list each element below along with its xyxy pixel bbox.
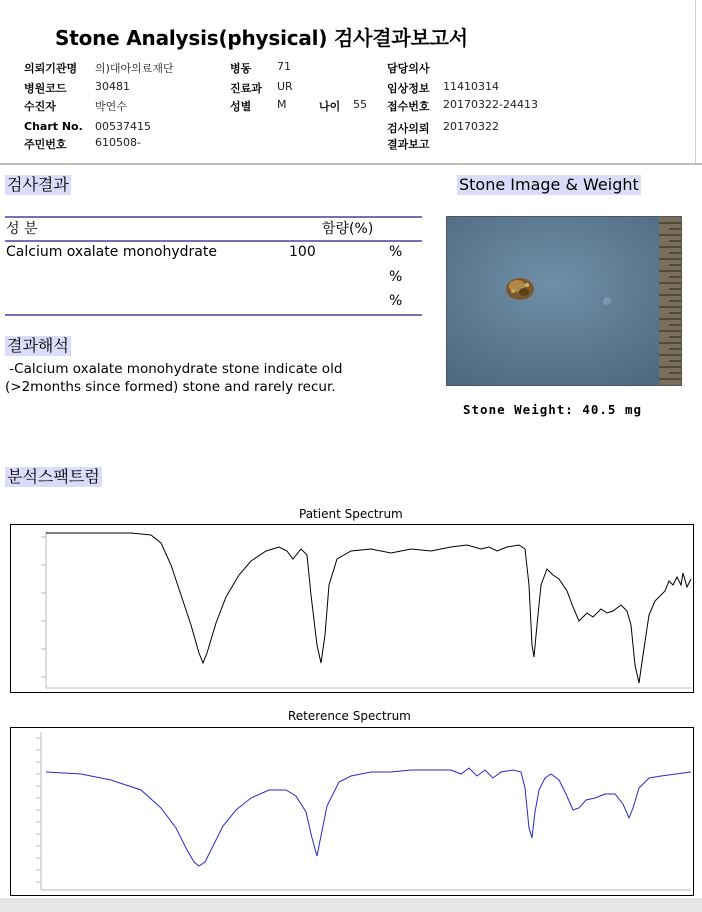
patient-label: 수진자 <box>24 100 56 113</box>
page-footer-bar <box>0 898 702 912</box>
table-row-2-unit: % <box>389 269 403 285</box>
table-row-1-value: 100 <box>289 244 316 260</box>
age-value: 55 <box>353 98 367 111</box>
table-row-3-unit: % <box>389 293 403 309</box>
patient-spectrum-svg <box>11 525 693 692</box>
clinical-info-label: 임상정보 <box>387 82 430 95</box>
request-date-label: 검사의뢰 <box>387 122 430 135</box>
reference-spectrum-line <box>46 768 691 866</box>
interpretation-heading: 결과해석 <box>7 336 69 355</box>
stone-weight: Stone Weight: 40.5 mg <box>463 402 643 417</box>
institution-value: 의)대아의료재단 <box>95 62 174 75</box>
header-right-border <box>695 0 696 165</box>
patient-spectrum-title: Patient Spectrum <box>299 507 403 521</box>
patient-spectrum-plot <box>10 524 694 693</box>
table-bottom-rule <box>5 314 422 316</box>
hospital-code-value: 30481 <box>95 80 130 93</box>
stone-photo <box>446 216 682 386</box>
institution-label: 의뢰기관명 <box>24 62 78 75</box>
dept-value: UR <box>277 80 293 93</box>
sex-value: M <box>277 98 287 111</box>
patient-spectrum-line <box>46 533 691 683</box>
spectrum-heading: 분석스팩트럼 <box>7 467 100 486</box>
interpretation-line-1: -Calcium oxalate monohydrate stone indicate old <box>5 361 343 377</box>
ward-value: 71 <box>277 60 291 73</box>
header-divider <box>0 163 702 165</box>
chart-no-value: 00537415 <box>95 120 151 133</box>
report-title: Stone Analysis(physical) 검사결과보고서 <box>55 26 468 50</box>
col-component-header: 성 분 <box>6 221 38 237</box>
chart-no-label: Chart No. <box>24 120 83 133</box>
receipt-no-label: 접수번호 <box>387 100 430 113</box>
table-row-1-component: Calcium oxalate monohydrate <box>6 244 217 260</box>
age-label: 나이 <box>319 100 341 113</box>
stone-photo-image <box>447 217 681 385</box>
table-header-rule <box>5 240 422 242</box>
dept-label: 진료과 <box>230 82 262 95</box>
receipt-no-value: 20170322-24413 <box>443 98 538 111</box>
sex-label: 성별 <box>230 100 252 113</box>
clinical-info-value: 11410314 <box>443 80 499 93</box>
hospital-code-label: 병원코드 <box>24 82 67 95</box>
request-date-value: 20170322 <box>443 120 499 133</box>
rrn-value: 610508- <box>95 136 141 149</box>
stone-heading: Stone Image & Weight <box>459 175 639 194</box>
table-row-1-unit: % <box>389 244 403 260</box>
reference-spectrum-title: Reterence Spectrum <box>288 709 411 723</box>
reference-spectrum-plot <box>10 727 694 896</box>
reference-spectrum-svg <box>11 728 693 895</box>
patient-value: 박연수 <box>95 100 127 113</box>
report-date-label: 결과보고 <box>387 138 430 151</box>
rrn-label: 주민번호 <box>24 138 67 151</box>
doctor-label: 담당의사 <box>387 62 430 75</box>
results-heading: 검사결과 <box>7 175 69 194</box>
col-content-header: 함량(%) <box>322 221 374 237</box>
interpretation-line-2: (>2months since formed) stone and rarely recur. <box>5 379 336 395</box>
ward-label: 병동 <box>230 62 252 75</box>
